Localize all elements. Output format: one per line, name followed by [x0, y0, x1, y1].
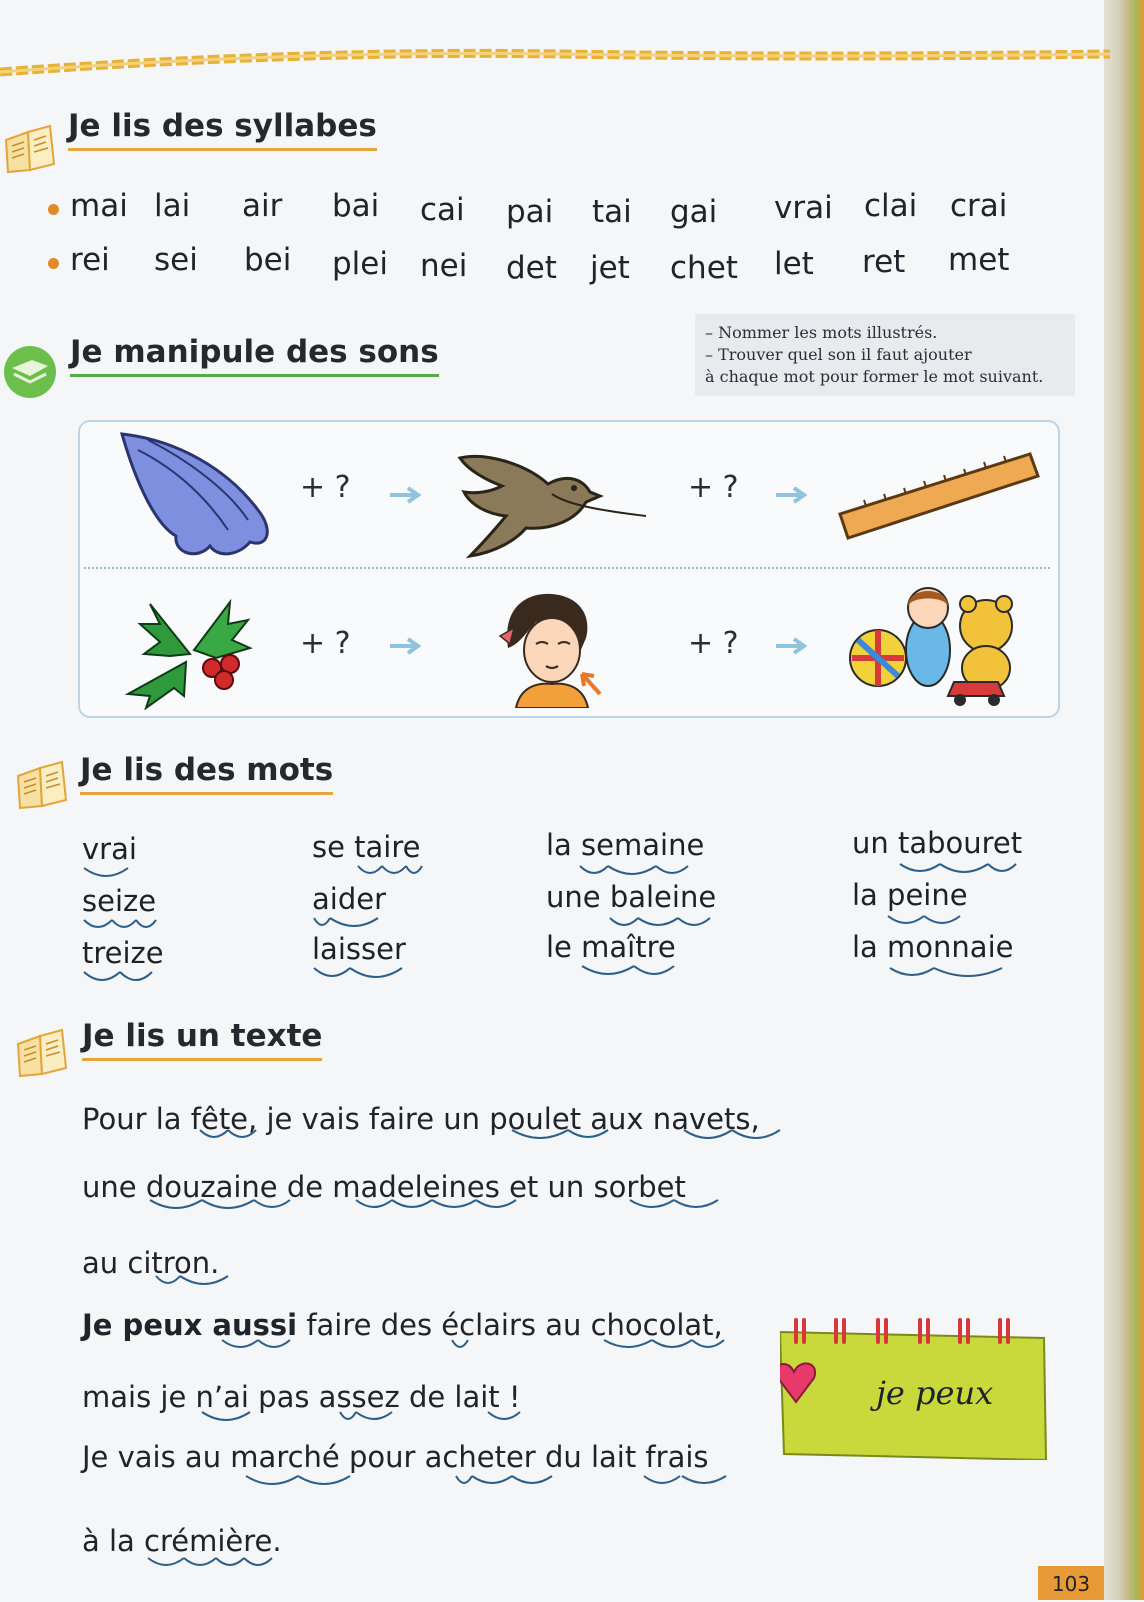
wing-picture	[118, 430, 278, 566]
words-title: Je lis des mots	[80, 752, 333, 795]
manipulation-divider	[84, 567, 1050, 569]
word-item: aider	[312, 882, 387, 916]
syllable: mai	[70, 188, 128, 224]
word-item: vrai	[82, 832, 137, 866]
text-line: Pour la fête, je vais faire un poulet aux navets,	[82, 1102, 760, 1136]
syllable: met	[948, 242, 1010, 278]
syllable: crai	[950, 188, 1008, 224]
instructions-box	[695, 314, 1075, 396]
syllables-title: Je lis des syllabes	[68, 108, 377, 151]
syllable: bai	[332, 188, 380, 224]
plus-question: + ?	[688, 470, 739, 505]
page-number: 103	[1038, 1566, 1104, 1600]
syllable: clai	[864, 188, 918, 224]
syllable: tai	[592, 194, 632, 230]
word-item: seize	[82, 884, 157, 918]
ruler-picture	[836, 450, 1042, 546]
syllable: ret	[862, 244, 906, 280]
arrow-right-icon	[774, 485, 810, 505]
syllable: gai	[670, 194, 718, 230]
word-item: laisser	[312, 932, 406, 966]
plus-question: + ?	[300, 626, 351, 661]
syllable: cai	[420, 192, 465, 228]
syllable-row-1	[48, 188, 1048, 232]
syllable: rei	[70, 242, 110, 278]
text-line-bold-start	[82, 1308, 723, 1342]
text-line: à la crémière.	[82, 1524, 282, 1558]
girl-cheek-picture	[496, 588, 614, 708]
puzzle-icon	[2, 344, 58, 400]
word-item: la peine	[852, 878, 968, 912]
arrow-right-icon	[388, 485, 424, 505]
syllable: det	[506, 250, 557, 286]
eagle-picture	[456, 444, 652, 560]
word-item: la monnaie	[852, 930, 1014, 964]
plus-question: + ?	[688, 626, 739, 661]
notepad-text: je peux	[876, 1374, 994, 1412]
text-line-rest: faire des éclairs au chocolat,	[306, 1308, 723, 1342]
word-item: un tabouret	[852, 826, 1023, 860]
arrow-right-icon	[774, 636, 810, 656]
syllable-row-2	[48, 242, 1048, 286]
book-icon	[2, 120, 58, 176]
word-item: la semaine	[546, 828, 705, 862]
notepad-illustration	[780, 1318, 1050, 1460]
text-line: Je vais au marché pour acheter du lait frais	[82, 1440, 709, 1474]
bullet-icon	[48, 204, 59, 215]
bold-phrase: Je peux aussi	[82, 1308, 298, 1342]
syllable: nei	[420, 248, 468, 284]
syllable: pai	[506, 194, 554, 230]
syllable: lai	[154, 188, 191, 224]
text-line: mais je n’ai pas assez de lait !	[82, 1380, 521, 1414]
word-item: treize	[82, 936, 164, 970]
text-title: Je lis un texte	[82, 1018, 322, 1061]
rope-border	[0, 44, 1110, 78]
syllable: sei	[154, 242, 198, 278]
manipulate-title: Je manipule des sons	[70, 334, 439, 377]
word-item: une baleine	[546, 880, 717, 914]
word-item: le maître	[546, 930, 676, 964]
syllable: plei	[332, 246, 388, 282]
syllable: vrai	[774, 190, 833, 226]
plus-question: + ?	[300, 470, 351, 505]
bullet-icon	[48, 258, 59, 269]
text-line: au citron.	[82, 1246, 220, 1280]
syllable: bei	[244, 242, 292, 278]
instruction-line: – Nommer les mots illustrés.	[705, 323, 938, 342]
instruction-line: – Trouver quel son il faut ajouter	[705, 345, 972, 364]
arrow-right-icon	[388, 636, 424, 656]
book-icon	[14, 756, 70, 812]
syllable: air	[242, 188, 283, 224]
holly-picture	[120, 584, 260, 710]
book-icon	[14, 1024, 70, 1080]
text-line: une douzaine de madeleines et un sorbet	[82, 1170, 686, 1204]
syllable: let	[774, 246, 814, 282]
syllable: chet	[670, 250, 738, 286]
page-edge	[1104, 0, 1144, 1600]
instruction-line: à chaque mot pour former le mot suivant.	[705, 367, 1044, 386]
word-item: se taire	[312, 830, 421, 864]
syllable: jet	[590, 250, 630, 286]
toys-picture	[848, 578, 1028, 708]
